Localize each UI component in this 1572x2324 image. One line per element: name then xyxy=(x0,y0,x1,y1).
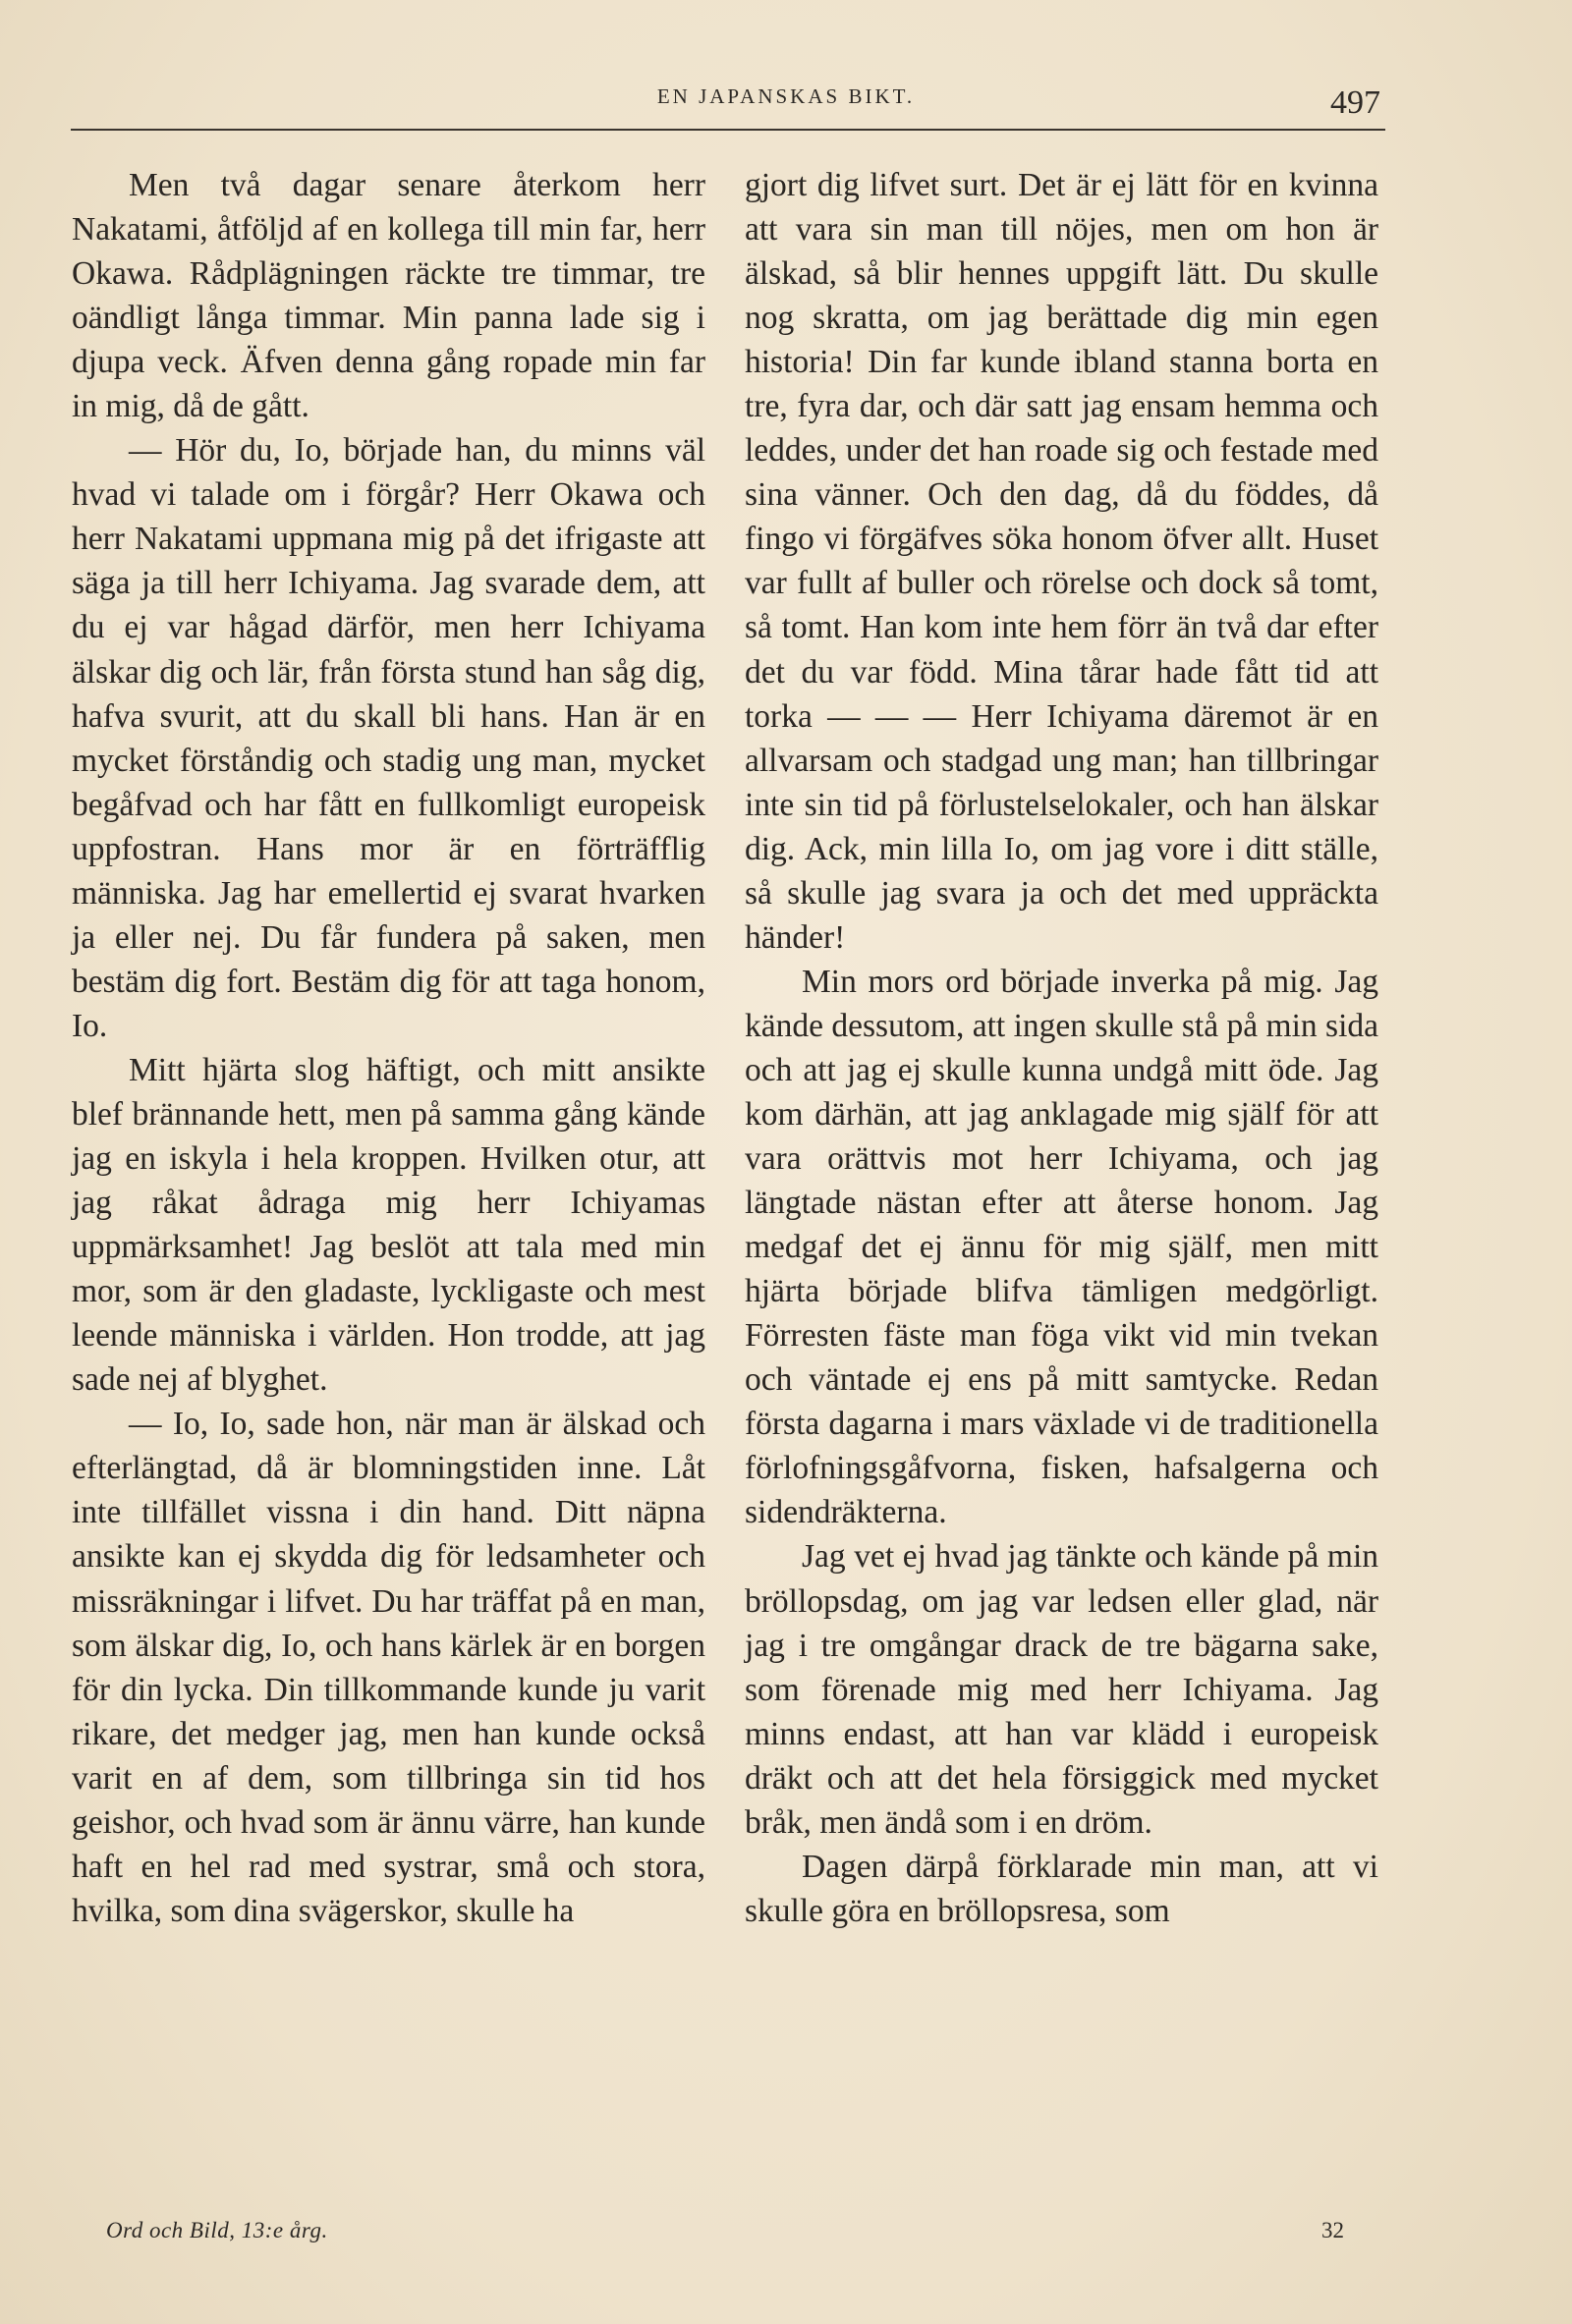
running-title: EN JAPANSKAS BIKT. xyxy=(656,84,916,108)
paragraph: Jag vet ej hvad jag tänkte och kände på min bröllopsdag, om jag var ledsen eller glad, när jag i tre omgångar drack de tre bägarna sake, som förenade mig med herr Ichiyama. Jag minns endast, att han var klädd i europeisk dräkt och att det hela försiggick med mycket bråk, men ändå som i en dröm. xyxy=(745,1538,1378,1841)
header-rule xyxy=(71,129,1385,131)
footer-source: Ord och Bild, 13:e årg. xyxy=(106,2218,328,2242)
paragraph: Dagen därpå förklarade min man, att vi skulle göra en bröllopsresa, som xyxy=(745,1848,1378,1929)
paragraph: Min mors ord började inverka på mig. Jag kände dessutom, att ingen skulle stå på min sida och att jag ej skulle kunna undgå mitt öde. Jag kom därhän, att jag anklagade mig själf för att vara orättvis mot herr Ichiyama, och jag längtade nästan efter att återse honom. Jag medgaf det ej ännu för mig själf, men mitt hjärta började blifva tämligen medgörligt. Förresten fäste man föga vikt vid min tvekan och väntade ej ens på mitt samtycke. Redan första dagarna i mars växlade vi de traditionella förlofningsgåfvorna, fisken, hafsalgerna och sidendräkterna. xyxy=(745,963,1378,1531)
paragraph-continuation: gjort dig lifvet surt. Det är ej lätt för en kvinna att vara sin man till nöjes, men om hon är älskad, så blir hennes uppgift lätt. Du skulle nog skratta, om jag berättade dig min egen historia! Din far kunde ibland stanna borta en tre, fyra dar, och där satt jag ensam hemma och leddes, under det han roade sig och festade med sina vänner. Och den dag, då du föddes, då fingo vi förgäfves söka honom öfver allt. Huset var fullt af buller och rörelse och dock så tomt, så tomt. Han kom inte hem förr än två dar efter det du var född. Mina tårar hade fått tid att torka — — — Herr Ichiyama däremot är en allvarsam och stadgad ung man; han tillbringar inte sin tid på förlustelselokaler, och han älskar dig. Ack, min lilla Io, om jag vore i ditt ställe, så skulle jag svara ja och det med uppräckta händer! xyxy=(745,167,1378,956)
paragraph: — Hör du, Io, började han, du minns väl hvad vi talade om i förgår? Herr Okawa och herr Nakatami uppmana mig på det ifrigaste att säga ja till herr Ichiyama. Jag svarade dem, att du ej var hågad därför, men herr Ichiyama älskar dig och lär, från första stund han såg dig, hafva svurit, att du skall bli hans. Han är en mycket förståndig och stadig ung man, mycket begåfvad och har fått en fullkomligt europeisk uppfostran. Hans mor är en förträfflig människa. Jag har emellertid ej svarat hvarken ja eller nej. Du får fundera på saken, men bestäm dig fort. Bestäm dig för att taga honom, Io. xyxy=(72,432,705,1044)
left-column xyxy=(72,163,705,1933)
paragraph: Men två dagar senare återkom herr Nakatami, åtföljd af en kollega till min far, herr Okawa. Rådplägningen räckte tre timmar, tre oändligt långa timmar. Min panna lade sig i djupa veck. Äfven denna gång ropade min far in mig, då de gått. xyxy=(72,167,705,425)
right-column xyxy=(745,163,1378,1933)
paragraph: Mitt hjärta slog häftigt, och mitt ansikte blef brännande hett, men på samma gång kände jag en iskyla i hela kroppen. Hvilken otur, att jag råkat ådraga mig herr Ichiyamas uppmärksamhet! Jag beslöt att tala med min mor, som är den gladaste, lyckligaste och mest leende människa i världen. Hon trodde, att jag sade nej af blyghet. xyxy=(72,1051,705,1399)
signature-mark: 32 xyxy=(1321,2218,1344,2242)
paragraph: — Io, Io, sade hon, när man är älskad och efterlängtad, då är blomningstiden inne. Låt inte tillfället vissna i din hand. Ditt näpna ansikte kan ej skydda dig för ledsamheter och missräkningar i lifvet. Du har träffat på en man, som älskar dig, Io, och hans kärlek är en borgen för din lycka. Din tillkommande kunde ju varit rikare, det medger jag, men han kunde också varit en af dem, som tillbringa sin tid hos geishor, och hvad som är ännu värre, han kunde haft en hel rad med systrar, små och stora, hvilka, som dina svägerskor, skulle ha xyxy=(72,1406,705,1929)
page-number: 497 xyxy=(1330,84,1380,121)
